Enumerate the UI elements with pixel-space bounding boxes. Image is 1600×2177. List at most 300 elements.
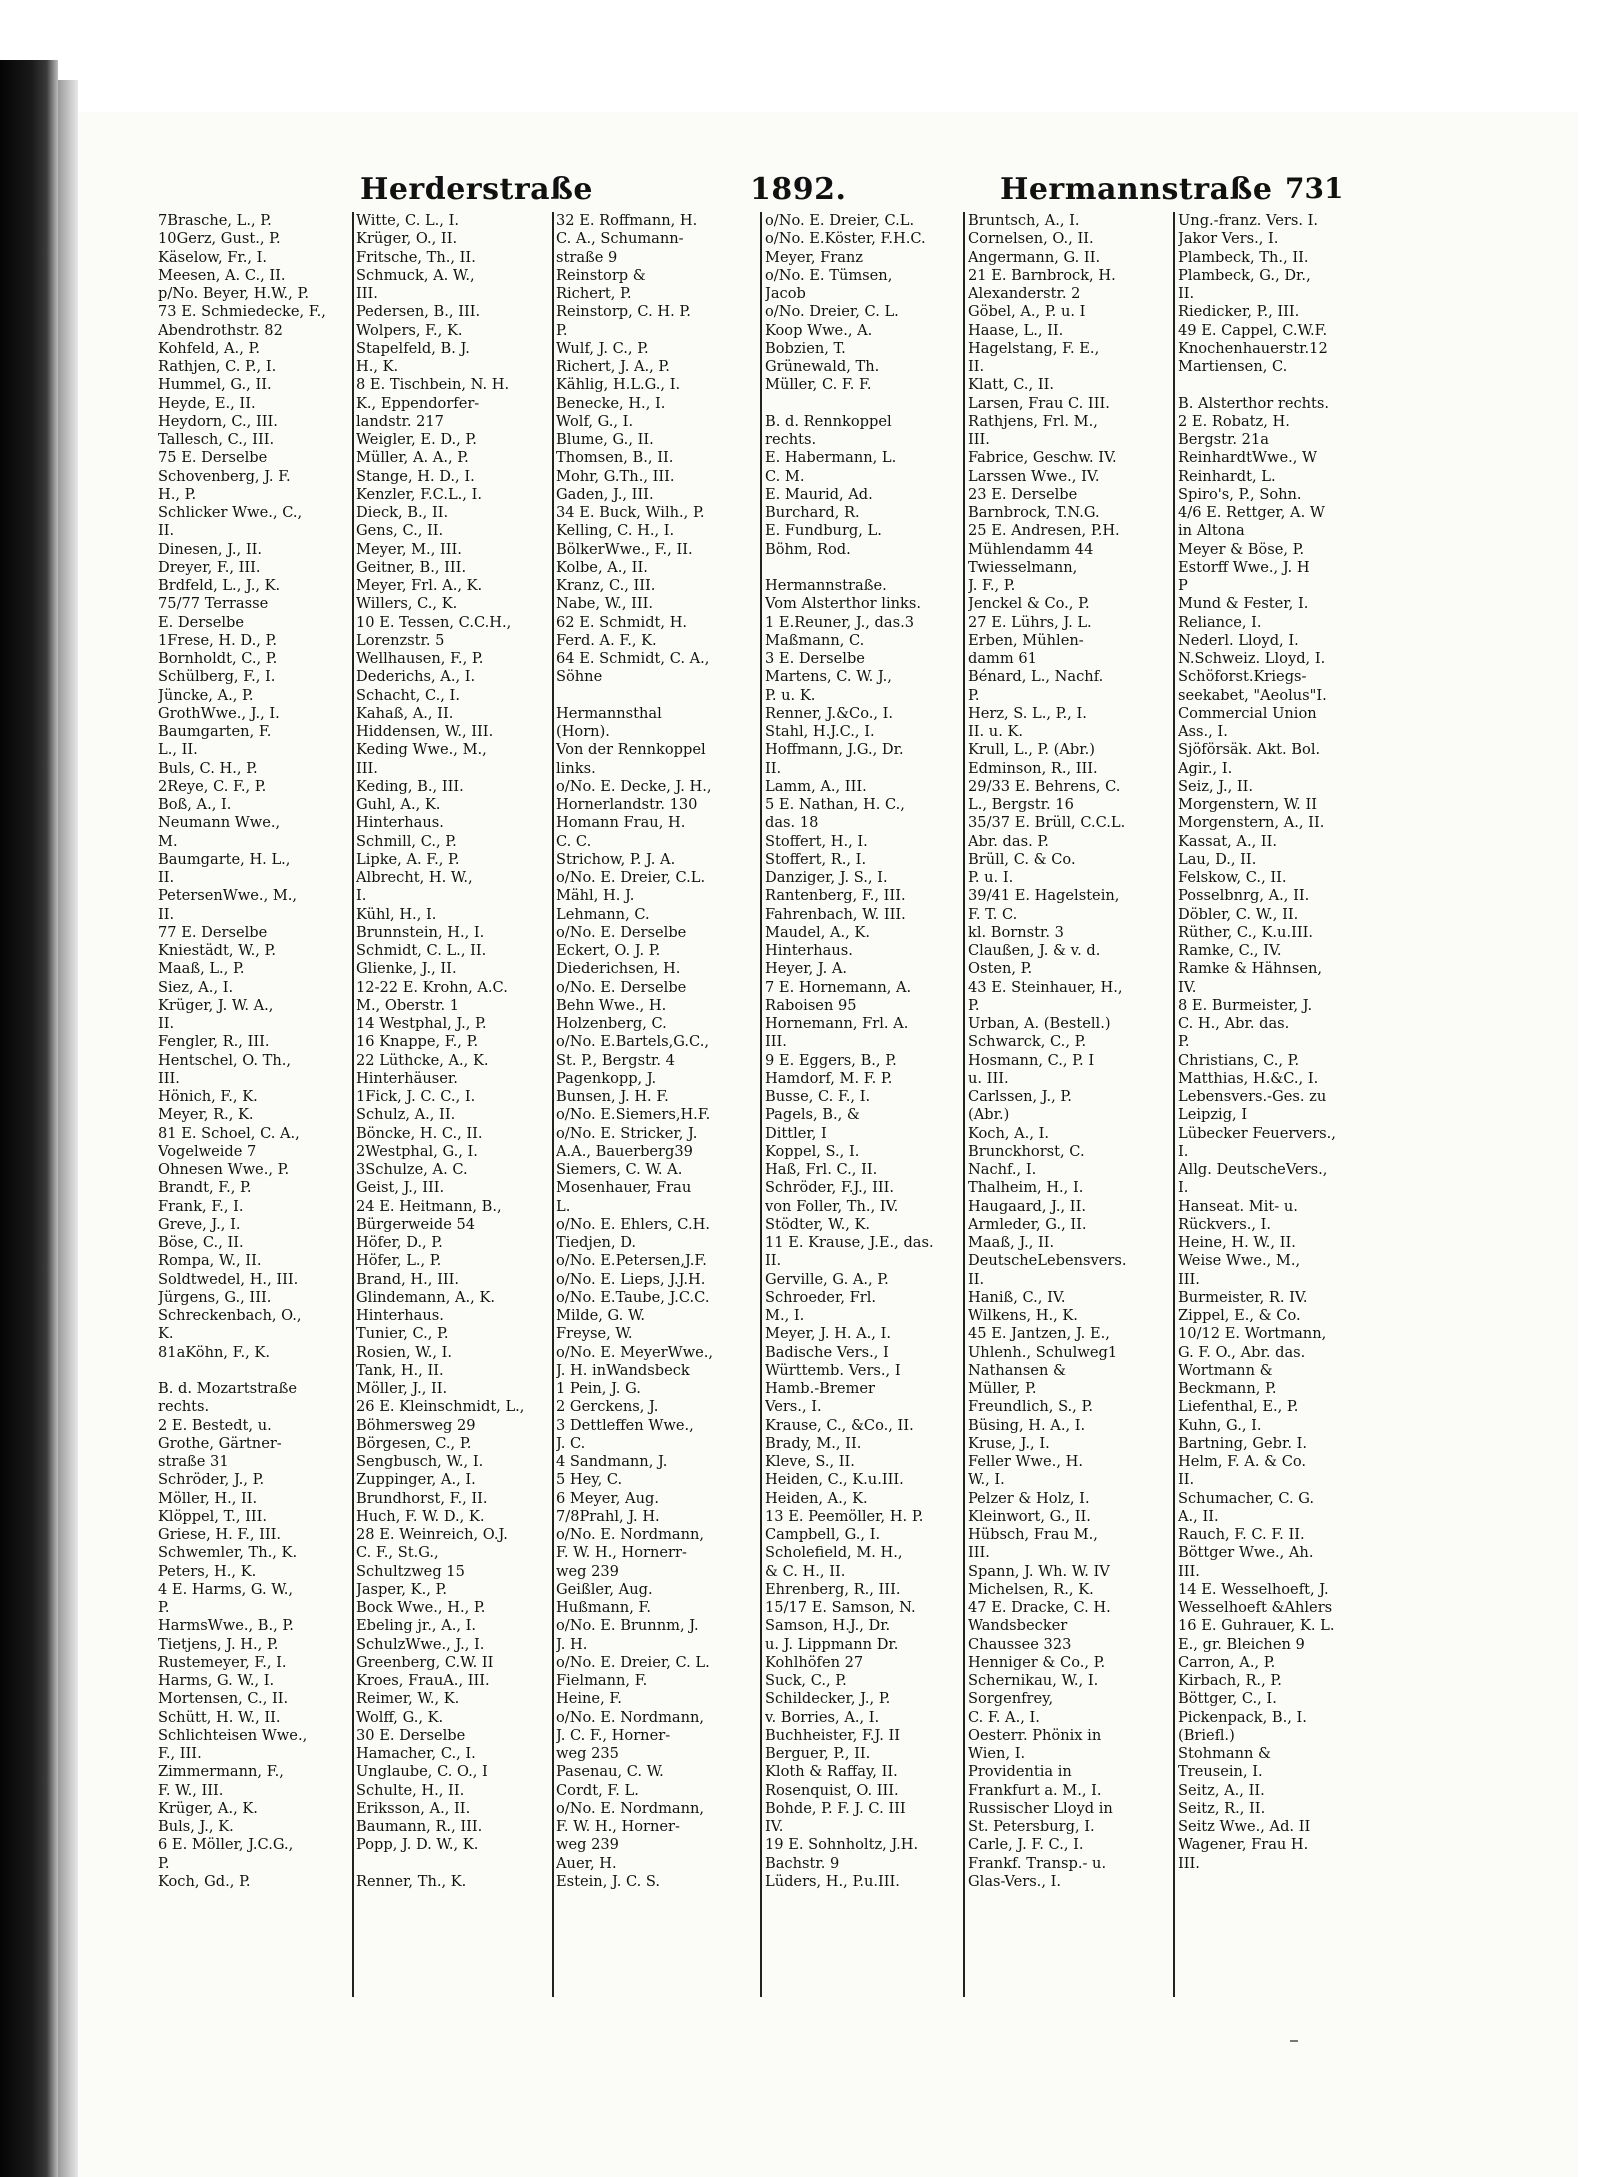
directory-entry-line: Koch, A., I. <box>968 1124 1050 1142</box>
directory-entry-line: damm 61 <box>968 650 1037 667</box>
directory-entry-line: Reinstorp, C. H. P. <box>556 303 691 321</box>
directory-entry-line: II. u. K. <box>968 723 1024 740</box>
directory-entry-line: o/No. E. Dreier, C.L. <box>765 212 915 229</box>
directory-entry-line: Harms, G. W., I. <box>158 1672 275 1689</box>
directory-entry-line: Bachstr. 9 <box>765 1854 840 1872</box>
directory-entry-line: Kählig, H.L.G., I. <box>556 376 681 394</box>
directory-entry-line: Schildecker, J., P. <box>765 1690 891 1708</box>
directory-entry-line: Kleve, S., II. <box>765 1453 855 1470</box>
directory-entry-line: Hentschel, O. Th., <box>158 1051 292 1069</box>
directory-entry-line: Danziger, J. S., I. <box>765 869 888 886</box>
directory-entry-line: Klatt, C., II. <box>968 376 1055 394</box>
directory-entry-line: & C. H., II. <box>765 1562 846 1580</box>
directory-entry-line: Schacht, C., I. <box>356 686 460 704</box>
directory-entry-line: Höfer, D., P. <box>356 1234 443 1251</box>
directory-entry-line: Bürgerweide 54 <box>356 1215 476 1233</box>
directory-entry-line: 28 E. Weinreich, O.J. <box>356 1526 508 1543</box>
directory-entry-line: Wolpers, F., K. <box>356 321 463 339</box>
directory-entry-line: Lüders, H., P.u.III. <box>765 1872 900 1890</box>
directory-entry-line: 4/6 E. Rettger, A. W <box>1178 504 1325 521</box>
directory-entry-line: GrothWwe., J., I. <box>158 704 280 722</box>
directory-entry-line: Meyer, J. H. A., I. <box>765 1325 891 1343</box>
directory-entry-line: 9 E. Eggers, B., P. <box>765 1051 897 1069</box>
directory-entry-line: Ass., I. <box>1178 723 1228 740</box>
directory-entry-line: Börgesen, C., P. <box>356 1434 472 1452</box>
directory-entry-line: II. <box>968 1270 985 1288</box>
directory-entry-line: Ohnesen Wwe., P. <box>158 1161 290 1178</box>
directory-entry-line: Meesen, A. C., II. <box>158 266 286 284</box>
directory-entry-line: Glindemann, A., K. <box>356 1288 495 1306</box>
directory-entry-line: Greenberg, C.W. II <box>356 1653 494 1671</box>
directory-entry-line: Heydorn, C., III. <box>158 412 278 430</box>
directory-entry-line: 39/41 E. Hagelstein, <box>968 887 1120 905</box>
directory-entry-line: Brand, H., III. <box>356 1270 459 1288</box>
directory-entry-line: Kohlhöfen 27 <box>765 1653 864 1671</box>
directory-entry-line: Reimer, W., K. <box>356 1690 460 1708</box>
directory-entry-line: Spiro's, P., Sohn. <box>1178 485 1302 503</box>
directory-entry-line: 5 E. Nathan, H. C., <box>765 796 905 813</box>
directory-entry-line: Jakor Vers., I. <box>1178 230 1279 248</box>
directory-entry-line: o/No. E. Decke, J. H., <box>556 777 712 795</box>
book-spine <box>0 60 58 2177</box>
directory-entry-line: Mortensen, C., II. <box>158 1690 289 1708</box>
directory-entry-line: F. W. H., Horner- <box>556 1818 680 1835</box>
directory-entry-line: Jüncke, A., P. <box>158 686 254 704</box>
directory-entry-line: F., III. <box>158 1745 202 1762</box>
directory-entry-line: C. M. <box>765 467 805 485</box>
directory-entry-line: o/No. E. Dreier, C. L. <box>556 1653 710 1671</box>
directory-entry-line: Mähl, H. J. <box>556 887 635 905</box>
directory-entry-line: Kruse, J., I. <box>968 1434 1050 1452</box>
directory-entry-line: Hamb.-Bremer <box>765 1380 875 1397</box>
directory-entry-line: Carlssen, J., P. <box>968 1088 1072 1105</box>
directory-entry-line: Schmuck, A. W., <box>356 266 475 284</box>
directory-entry-line: Milde, G. W. <box>556 1307 646 1324</box>
directory-entry-line: links. <box>556 759 596 777</box>
directory-entry-line: Cornelsen, O., II. <box>968 230 1094 248</box>
directory-entry-line: Stoffert, R., I. <box>765 850 867 868</box>
directory-entry-line: Erben, Mühlen- <box>968 631 1084 649</box>
directory-entry-line: Möller, J., II. <box>356 1380 448 1397</box>
directory-entry-line: 6 E. Möller, J.C.G., <box>158 1836 294 1854</box>
directory-entry-line: Grothe, Gärtner- <box>158 1434 282 1452</box>
directory-entry-line: Schülberg, F., I. <box>158 668 276 686</box>
directory-entry-line: Agir., I. <box>1178 759 1233 777</box>
directory-entry-line: Morgenstern, W. II <box>1178 796 1317 813</box>
directory-entry-line: III. <box>356 285 378 302</box>
directory-entry-line: Krause, C., &Co., II. <box>765 1416 914 1434</box>
directory-entry-line: o/No. E. MeyerWwe., <box>556 1343 714 1361</box>
directory-entry-line: Jürgens, G., III. <box>158 1288 272 1306</box>
directory-entry-line: Fengler, R., III. <box>158 1033 270 1051</box>
directory-entry-line: Plambeck, G., Dr., <box>1178 266 1311 284</box>
directory-entry-line: Kohfeld, A., P. <box>158 339 260 357</box>
directory-entry-line: Haniß, C., IV. <box>968 1288 1066 1306</box>
directory-entry-line: Providentia in <box>968 1763 1072 1781</box>
directory-entry-line: II. <box>968 358 985 375</box>
directory-entry-line: Buchheister, F.J. II <box>765 1726 901 1744</box>
directory-entry-line: 23 E. Derselbe <box>968 485 1078 503</box>
directory-entry-line: Tunier, C., P. <box>356 1325 449 1343</box>
directory-entry-line: Döbler, C. W., II. <box>1178 905 1299 923</box>
directory-entry-line: Vers., I. <box>765 1398 822 1416</box>
directory-entry-line: III. <box>968 1544 990 1562</box>
directory-entry-line: Soldtwedel, H., III. <box>158 1270 299 1288</box>
directory-entry-line: Haugaard, J., II. <box>968 1197 1086 1215</box>
directory-entry-line: Schreckenbach, O., <box>158 1307 302 1324</box>
directory-entry-line: Jacob <box>765 285 806 302</box>
directory-entry-line: M., I. <box>765 1307 805 1324</box>
directory-entry-line: Sjöförsäk. Akt. Bol. <box>1178 741 1321 759</box>
directory-entry-line: Göbel, A., P. u. I <box>968 303 1086 321</box>
directory-entry-line: Kroes, FrauA., III. <box>356 1672 490 1689</box>
directory-entry-line: Feller Wwe., H. <box>968 1453 1083 1470</box>
directory-entry-line: Maßmann, C. <box>765 631 865 649</box>
directory-entry-line: P. <box>556 321 568 339</box>
directory-entry-line: 5 Hey, C. <box>556 1471 623 1489</box>
directory-entry-line: 2Reye, C. F., P. <box>158 777 267 795</box>
directory-entry-line: Hußmann, F. <box>556 1599 651 1616</box>
directory-entry-line: Ramke, C., IV. <box>1178 942 1282 959</box>
directory-entry-line: Stahl, H.J.C., I. <box>765 723 875 740</box>
directory-entry-line: Heine, H. W., II. <box>1178 1234 1296 1251</box>
directory-entry-line: p/No. Beyer, H.W., P. <box>158 285 309 302</box>
directory-entry-line: Zippel, E., & Co. <box>1178 1307 1301 1324</box>
directory-entry-line: Bohde, P. F. J. C. III <box>765 1799 906 1817</box>
directory-entry-line: Schernikau, W., I. <box>968 1672 1099 1689</box>
directory-entry-line: Badische Vers., I <box>765 1343 889 1361</box>
directory-entry-line: Maaß, J., II. <box>968 1234 1055 1251</box>
directory-entry-line: Rückvers., I. <box>1178 1215 1272 1233</box>
directory-entry-line: 3 E. Derselbe <box>765 650 865 667</box>
directory-entry-line: Bruntsch, A., I. <box>968 212 1080 229</box>
directory-entry-line: Martiensen, C. <box>1178 358 1288 375</box>
directory-entry-line: Böse, C., II. <box>158 1234 244 1251</box>
directory-entry-line: Diederichsen, H. <box>556 960 681 978</box>
directory-entry-line: Larsen, Frau C. III. <box>968 394 1110 412</box>
directory-entry-line: Reinstorp & <box>556 266 646 284</box>
directory-entry-line: Meyer, R., K. <box>158 1106 254 1124</box>
directory-entry-line: o/No. E. Stricker, J. <box>556 1124 698 1142</box>
directory-entry-line: ReinhardtWwe., W <box>1178 449 1318 467</box>
directory-entry-line: Krüger, A., K. <box>158 1799 258 1817</box>
directory-entry-line: o/No. E.Siemers,H.F. <box>556 1106 711 1124</box>
directory-entry-line: 11 E. Krause, J.E., das. <box>765 1234 934 1251</box>
directory-entry-line: straße 31 <box>158 1453 229 1470</box>
directory-entry-line: L., II. <box>158 741 198 759</box>
directory-entry-line: Gerville, G. A., P. <box>765 1270 889 1288</box>
directory-entry-line: Reliance, I. <box>1178 613 1262 631</box>
directory-entry-line: Scholefield, M. H., <box>765 1544 903 1562</box>
directory-entry-line: P. <box>1178 1033 1190 1051</box>
directory-entry-line: o/No. E. Nordmann, <box>556 1799 705 1817</box>
directory-entry-line: Hönich, F., K. <box>158 1088 258 1105</box>
directory-entry-line: Campbell, G., I. <box>765 1526 881 1543</box>
directory-column-6 <box>1178 212 1390 2002</box>
directory-entry-line: 21 E. Barnbrock, H. <box>968 266 1116 284</box>
directory-entry-line: Rosenquist, O. III. <box>765 1781 899 1799</box>
directory-entry-line: Uhlenh., Schulweg1 <box>968 1343 1118 1361</box>
directory-entry-line: Witte, C. L., I. <box>356 212 459 229</box>
directory-entry-line: C. H., Abr. das. <box>1178 1015 1290 1032</box>
directory-entry-line: Holzenberg, C. <box>556 1015 667 1032</box>
directory-entry-line: 1 Pein, J. G. <box>556 1380 641 1397</box>
directory-entry-line: Kloth & Raffay, II. <box>765 1763 898 1781</box>
directory-entry-line: Maudel, A., K. <box>765 923 870 941</box>
directory-entry-line: Müller, C. F. F. <box>765 376 872 394</box>
directory-entry-line: Kenzler, F.C.L., I. <box>356 485 482 503</box>
directory-entry-line: J. H. <box>556 1635 588 1653</box>
directory-entry-line: Böncke, H. C., II. <box>356 1124 483 1142</box>
directory-entry-line: Wien, I. <box>968 1745 1026 1762</box>
directory-entry-line: Carron, A., P. <box>1178 1653 1276 1671</box>
directory-entry-line: 77 E. Derselbe <box>158 923 268 941</box>
directory-entry-line: Heyde, E., II. <box>158 394 256 412</box>
directory-entry-line: Hinterhaus. <box>765 942 853 959</box>
directory-entry-line: 64 E. Schmidt, C. A., <box>556 650 710 667</box>
directory-entry-line: N.Schweiz. Lloyd, I. <box>1178 650 1326 667</box>
directory-entry-line <box>556 687 756 705</box>
ink-mark <box>1290 2040 1298 2042</box>
directory-entry-line: 25 E. Andresen, P.H. <box>968 522 1120 540</box>
directory-entry-line: Willers, C., K. <box>356 595 458 613</box>
directory-entry-line: 29/33 E. Behrens, C. <box>968 777 1121 795</box>
directory-entry-line: Allg. DeutscheVers., <box>1178 1161 1328 1178</box>
directory-entry-line: Bock Wwe., H., P. <box>356 1599 486 1616</box>
directory-entry-line: Bunsen, J. H. F. <box>556 1088 669 1105</box>
directory-entry-line: o/No. E. Ehlers, C.H. <box>556 1215 710 1233</box>
directory-entry-line: rechts. <box>158 1398 210 1416</box>
directory-entry-line: C. C. <box>556 832 592 850</box>
running-head <box>360 172 1273 208</box>
directory-entry-line <box>1178 376 1390 394</box>
directory-entry-line: A., II. <box>1178 1507 1219 1525</box>
directory-entry-line: Heiden, A., K. <box>765 1489 868 1507</box>
directory-entry-line: Wellhausen, F., P. <box>356 650 484 667</box>
directory-entry-line: Heyer, J. A. <box>765 960 848 978</box>
directory-entry-line: 32 E. Roffmann, H. <box>556 212 698 229</box>
directory-entry-line: Geist, J., III. <box>356 1179 445 1197</box>
directory-entry-line: M., Oberstr. 1 <box>356 996 460 1014</box>
directory-entry-line: Osten, P. <box>968 960 1033 978</box>
directory-entry-line: Baumann, R., III. <box>356 1818 483 1835</box>
directory-entry-line: H., K. <box>356 358 399 375</box>
directory-entry-line: Henniger & Co., P. <box>968 1653 1106 1671</box>
directory-entry-line: Hinterhaus. <box>356 1307 444 1324</box>
directory-entry-line: 14 E. Wesselhoeft, J. <box>1178 1580 1329 1598</box>
directory-entry-line: Claußen, J. & v. d. <box>968 942 1101 959</box>
directory-entry-line: PetersenWwe., M., <box>158 887 298 905</box>
directory-entry-line: Meyer & Böse, P. <box>1178 540 1305 558</box>
directory-entry-line: Riedicker, P., III. <box>1178 303 1300 321</box>
directory-entry-line: H., P. <box>158 485 197 503</box>
directory-entry-line: Schmill, C., P. <box>356 832 457 850</box>
directory-entry-line: Christians, C., P. <box>1178 1051 1300 1069</box>
directory-entry-line: Dreyer, F., III. <box>158 558 261 576</box>
directory-entry-line: Morgenstern, A., II. <box>1178 814 1325 832</box>
directory-entry-line: Wortmann & <box>1178 1361 1273 1379</box>
directory-entry-line: Edminson, R., III. <box>968 759 1098 777</box>
directory-entry-line: 22 Lüthcke, A., K. <box>356 1051 489 1069</box>
directory-entry-line: 75/77 Terrasse <box>158 595 269 613</box>
directory-entry-line: Weise Wwe., M., <box>1178 1252 1301 1270</box>
directory-entry-line: Wesselhoeft &Ahlers <box>1178 1599 1333 1616</box>
directory-entry-line: Boß, A., I. <box>158 796 232 813</box>
directory-entry-line: Schlichteisen Wwe., <box>158 1726 308 1744</box>
directory-entry-line: Müller, A. A., P. <box>356 449 469 467</box>
directory-column-4 <box>765 212 973 2002</box>
directory-entry-line: von Foller, Th., IV. <box>765 1197 899 1215</box>
directory-entry-line: Tiedjen, D. <box>556 1234 637 1251</box>
directory-entry-line: P. <box>968 686 980 704</box>
running-head-year: 1892. <box>750 172 847 207</box>
directory-entry-line: 14 Westphal, J., P. <box>356 1015 487 1032</box>
directory-entry-line: Jenckel & Co., P. <box>968 595 1090 613</box>
column-rule <box>552 212 554 1997</box>
directory-entry-line: Schlicker Wwe., C., <box>158 504 303 521</box>
directory-entry-line: Fabrice, Geschw. IV. <box>968 449 1117 467</box>
directory-entry-line: Lipke, A. F., P. <box>356 850 460 868</box>
directory-entry-line: o/No. E. Nordmann, <box>556 1526 705 1543</box>
directory-entry-line: o/No. Dreier, C. L. <box>765 303 899 321</box>
directory-entry-line: o/No. E. Dreier, C.L. <box>556 869 706 886</box>
directory-entry-line: Büsing, H. A., I. <box>968 1416 1086 1434</box>
directory-entry-line: Hoffmann, J.G., Dr. <box>765 741 904 759</box>
directory-entry-line: K., Eppendorfer- <box>356 394 480 412</box>
directory-entry-line: 81aKöhn, F., K. <box>158 1343 270 1361</box>
directory-entry-line: o/No. E. Tümsen, <box>765 266 893 284</box>
directory-entry-line: Bartning, Gebr. I. <box>1178 1434 1308 1452</box>
directory-entry-line: Zuppinger, A., I. <box>356 1471 476 1489</box>
directory-entry-line: 47 E. Dracke, C. H. <box>968 1599 1111 1616</box>
directory-entry-line: Lau, D., II. <box>1178 850 1257 868</box>
directory-entry-line: 3Schulze, A. C. <box>356 1161 468 1178</box>
directory-entry-line: Huch, F. W. D., K. <box>356 1507 485 1525</box>
directory-entry-line: Renner, Th., K. <box>356 1872 467 1890</box>
directory-entry-line: Kniestädt, W., P. <box>158 942 277 959</box>
directory-entry-line: Raboisen 95 <box>765 996 857 1014</box>
directory-entry-line: 6 Meyer, Aug. <box>556 1489 659 1507</box>
directory-entry-line: Keding Wwe., M., <box>356 741 487 759</box>
directory-entry-line: o/No. E.Bartels,G.C., <box>556 1033 709 1051</box>
directory-entry-line: 34 E. Buck, Wilh., P. <box>556 504 705 521</box>
directory-entry-line: Krull, L., P. (Abr.) <box>968 741 1095 759</box>
directory-entry-line: o/No. E.Taube, J.C.C. <box>556 1288 710 1306</box>
directory-entry-line: 35/37 E. Brüll, C.C.L. <box>968 814 1126 832</box>
running-head-right: Hermannstraße <box>1000 172 1273 207</box>
column-rule <box>760 212 762 1997</box>
directory-entry-line: I. <box>1178 1142 1189 1160</box>
directory-entry-line: III. <box>1178 1854 1200 1872</box>
directory-entry-line: Beckmann, P. <box>1178 1380 1277 1397</box>
directory-entry-line: Alexanderstr. 2 <box>968 285 1081 302</box>
directory-entry-line: Seiz, J., II. <box>1178 777 1254 795</box>
directory-entry-line: Sorgenfrey, <box>968 1690 1054 1708</box>
directory-entry-line: IV. <box>1178 978 1197 996</box>
directory-entry-line: Plambeck, Th., II. <box>1178 248 1309 266</box>
directory-entry-line: Schultzweg 15 <box>356 1562 465 1580</box>
directory-entry-line: Hiddensen, W., III. <box>356 723 494 740</box>
directory-entry-line: Kirbach, R., P. <box>1178 1672 1282 1689</box>
directory-entry-line: Abendrothstr. 82 <box>158 321 283 339</box>
directory-entry-line: Unglaube, C. O., I <box>356 1763 488 1781</box>
directory-entry-line: IV. <box>765 1818 784 1835</box>
directory-entry-line: Seitz, R., II. <box>1178 1799 1266 1817</box>
directory-entry-line: Kahaß, A., II. <box>356 704 454 722</box>
directory-entry-line: C. A., Schumann- <box>556 230 684 248</box>
directory-entry-line: P. <box>158 1854 170 1872</box>
directory-entry-line: Hanseat. Mit- u. <box>1178 1197 1298 1215</box>
directory-entry-line: E. Habermann, L. <box>765 449 897 467</box>
directory-entry-line: Hagelstang, F. E., <box>968 339 1100 357</box>
directory-entry-line: Barnbrock, T.N.G. <box>968 504 1100 521</box>
directory-entry-line: kl. Bornstr. 3 <box>968 923 1064 941</box>
directory-entry-line: 43 E. Steinhauer, H., <box>968 978 1123 996</box>
directory-entry-line: Koppel, S., I. <box>765 1142 860 1160</box>
directory-entry-line: 1Fick, J. C. C., I. <box>356 1088 476 1105</box>
directory-entry-line: 8 E. Burmeister, J. <box>1178 996 1313 1014</box>
directory-entry-line: Vogelweide 7 <box>158 1142 257 1160</box>
directory-entry-line: Ebeling jr., A., I. <box>356 1617 477 1635</box>
directory-entry-line: Rompa, W., II. <box>158 1252 262 1270</box>
directory-entry-line: HarmsWwe., B., P. <box>158 1617 294 1635</box>
directory-entry-line: weg 235 <box>556 1745 619 1762</box>
directory-entry-line: Frank, F., I. <box>158 1197 244 1215</box>
directory-entry-line: Guhl, A., K. <box>356 796 441 813</box>
directory-entry-line: (Briefl.) <box>1178 1726 1235 1744</box>
directory-entry-line: Brundhorst, F., II. <box>356 1489 488 1507</box>
directory-entry-line: Blume, G., II. <box>556 431 654 448</box>
directory-entry-line: 2 Gerckens, J. <box>556 1398 659 1416</box>
directory-entry-line: Weigler, E. D., P. <box>356 431 477 448</box>
directory-entry-line: Freyse, W. <box>556 1325 633 1343</box>
directory-entry-line: Cordt, F. L. <box>556 1781 639 1799</box>
directory-entry-line: Tallesch, C., III. <box>158 431 275 448</box>
directory-entry-line: II. <box>158 1015 175 1032</box>
directory-entry-line <box>356 1855 574 1873</box>
directory-entry-line: u. III. <box>968 1069 1009 1087</box>
directory-entry-line: Rüther, C., K.u.III. <box>1178 923 1314 941</box>
directory-entry-line: Möller, H., II. <box>158 1489 258 1507</box>
directory-entry-line: Grünewald, Th. <box>765 358 880 375</box>
directory-entry-line: P. <box>968 996 980 1014</box>
directory-entry-line: Gens, C., II. <box>356 522 444 540</box>
directory-entry-line: Glienke, J., II. <box>356 960 457 978</box>
directory-entry-line: Schöforst.Kriegs- <box>1178 668 1307 686</box>
directory-entry-line: Sengbusch, W., I. <box>356 1453 484 1470</box>
directory-entry-line: Pickenpack, B., I. <box>1178 1708 1307 1726</box>
directory-entry-line: Larssen Wwe., IV. <box>968 467 1100 485</box>
directory-entry-line: Dittler, I <box>765 1124 827 1142</box>
directory-entry-line: Schröder, F.J., III. <box>765 1179 895 1197</box>
directory-entry-line: 1Frese, H. D., P. <box>158 631 278 649</box>
directory-entry-line: o/No. E. Brunnm, J. <box>556 1617 699 1635</box>
directory-entry-line: 4 Sandmann, J. <box>556 1453 668 1470</box>
directory-entry-line: Buls, J., K. <box>158 1818 234 1835</box>
directory-entry-line: 45 E. Jantzen, J. E., <box>968 1325 1110 1343</box>
directory-entry-line: Stohmann & <box>1178 1745 1272 1762</box>
directory-entry-line: Commercial Union <box>1178 704 1317 722</box>
directory-entry-line: Peters, H., K. <box>158 1562 257 1580</box>
directory-entry-line: 27 E. Lührs, J. L. <box>968 613 1092 631</box>
directory-entry-line <box>765 395 973 413</box>
directory-entry-line: o/No. E.Köster, F.H.C. <box>765 230 926 248</box>
directory-entry-line: G. F. O., Abr. das. <box>1178 1343 1306 1361</box>
directory-entry-line: Freundlich, S., P. <box>968 1398 1093 1416</box>
directory-entry-line: Schulte, H., II. <box>356 1781 465 1799</box>
directory-entry-line: II. <box>765 1252 782 1270</box>
directory-entry-line: Böttger, C., I. <box>1178 1690 1277 1708</box>
